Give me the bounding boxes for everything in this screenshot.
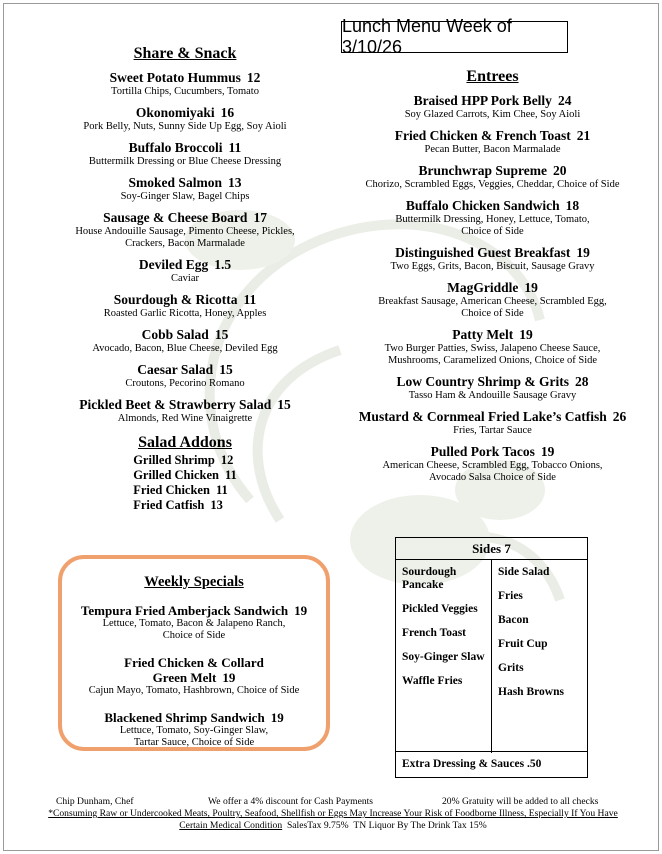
item-description: Buttermilk Dressing or Blue Cheese Dressing [88,156,282,167]
item-price: 21 [576,128,591,143]
item-description: Avocado, Bacon, Blue Cheese, Deviled Egg [92,343,278,354]
menu-item [20,210,350,250]
side-item: Side Salad [498,566,550,578]
special-item [62,603,326,642]
item-price: 24 [557,93,572,108]
right-column [345,67,640,484]
item-name: Buffalo Chicken Sandwich [405,198,560,213]
item-name: Distinguished Guest Breakfast [395,245,571,260]
item-name: Deviled Egg [138,257,209,272]
menu-item [345,409,640,437]
menu-item [345,198,640,238]
menu-item [20,257,350,285]
item-price: 15 [277,397,291,412]
item-price: 13 [227,175,242,190]
item-price: 19 [519,327,533,342]
item-name: Sausage & Cheese Board [103,210,248,225]
menu-item [345,93,640,121]
item-name: Pickled Beet & Strawberry Salad [79,397,272,412]
side-item: Hash Browns [498,686,564,698]
item-price: 11 [243,292,257,307]
item-description: Roasted Garlic Ricotta, Honey, Apples [103,308,267,319]
item-description: Croutons, Pecorino Romano [125,378,245,389]
cash-discount-note: We offer a 4% discount for Cash Payments [208,796,374,807]
item-price: 20 [552,163,567,178]
item-name: Sourdough & Ricotta [113,292,238,307]
menu-item [20,327,350,355]
menu-item [345,245,640,273]
item-description: Cajun Mayo, Tomato, Hashbrown, Choice of Side [88,685,300,696]
item-price: 1.5 [214,257,232,272]
item-name: Smoked Salmon [128,175,222,190]
item-price: 19 [222,670,236,685]
item-description: Breakfast Sausage, American Cheese, Scrambled Egg, [378,296,607,307]
extra-dressing-note: Extra Dressing & Sauces .50 [396,751,587,777]
item-price: 17 [253,210,267,225]
item-name: Tempura Fried Amberjack Sandwich [80,603,289,618]
side-item: Grits [498,662,524,674]
item-price: 19 [270,710,284,725]
item-description: House Andouille Sausage, Pimento Cheese, Pickles, [75,226,295,237]
item-description: Tortilla Chips, Cucumbers, Tomato [111,86,259,97]
item-price: 12 [246,70,261,85]
item-description: Pork Belly, Nuts, Sunny Side Up Egg, Soy Aioli [83,121,287,132]
item-description: Buttermilk Dressing, Honey, Lettuce, Tomato, [395,214,590,225]
item-name: Fried Chicken & Collard Green Melt [124,655,264,685]
sides-left-column [402,566,488,699]
food-safety-warning: *Consuming Raw or Undercooked Meats, Poultry, Seafood, Shellfish or Eggs May Increase Your Risk of Foodborne Illness, Especially If You Have [48,808,618,819]
sides-table [395,537,588,778]
item-price: 19 [294,603,308,618]
item-price: 11 [228,140,242,155]
sides-right-column [498,566,584,710]
item-name: Buffalo Broccoli [128,140,223,155]
side-item: Waffle Fries [402,675,463,687]
side-item: Sourdough Pancake [402,566,457,591]
item-price: 26 [612,409,627,424]
special-item [62,655,326,697]
salad-addons-heading: Salad Addons [138,434,232,451]
side-item: French Toast [402,627,467,639]
menu-item [20,292,350,320]
share-snack-heading: Share & Snack [133,45,237,62]
side-item: Pickled Veggies [402,603,478,615]
item-description: Pecan Butter, Bacon Marmalade [424,144,561,155]
item-description: Crackers, Bacon Marmalade [125,238,245,249]
item-name: Braised HPP Pork Belly [413,93,552,108]
item-name: Mustard & Cornmeal Fried Lake’s Catfish [358,409,607,424]
item-description: American Cheese, Scrambled Egg, Tobacco Onions, [382,460,603,471]
item-name: MagGriddle [447,280,519,295]
item-price: 16 [220,105,235,120]
item-price: 15 [214,327,229,342]
side-item: Fruit Cup [498,638,548,650]
item-description: Lettuce, Tomato, Bacon & Jalapeno Ranch, [102,618,286,629]
sides-divider [491,560,492,753]
sides-heading: Sides 7 [396,538,587,560]
item-name: Cobb Salad [141,327,209,342]
salad-addons [20,433,350,514]
menu-item [20,362,350,390]
liquor-tax: TN Liquor By The Drink Tax 15% [353,820,487,831]
item-name: Sweet Potato Hummus [109,70,241,85]
addon-item: Fried Catfish 13 [133,498,223,512]
item-description: Chorizo, Scrambled Eggs, Veggies, Cheddar, Choice of Side [365,179,620,190]
menu-item [345,280,640,320]
menu-item [345,163,640,191]
entrees-heading: Entrees [466,68,519,85]
item-price: 19 [540,444,555,459]
gratuity-note: 20% Gratuity will be added to all checks [442,796,599,807]
addon-item: Grilled Shrimp 12 [133,453,234,467]
sides-body [396,560,587,753]
item-name: Patty Melt [452,327,514,342]
footer-tax-line [22,820,644,832]
item-name: Pulled Pork Tacos [430,444,535,459]
item-price: 15 [219,362,233,377]
side-item: Fries [498,590,523,602]
left-column [20,44,350,514]
menu-item [20,175,350,203]
menu-item [20,105,350,133]
item-description: Lettuce, Tomato, Soy-Ginger Slaw, [119,725,269,736]
item-description: Tartar Sauce, Choice of Side [133,737,255,748]
item-price: 19 [524,280,538,295]
menu-item [345,444,640,484]
footer [22,796,644,832]
item-description: Tasso Ham & Andouille Sausage Gravy [408,390,577,401]
menu-item [20,70,350,98]
item-description: Caviar [171,273,199,284]
item-description: Two Eggs, Grits, Bacon, Biscuit, Sausage Gravy [390,261,595,272]
menu-item [345,327,640,367]
weekly-specials-heading: Weekly Specials [144,574,244,590]
item-description: Choice of Side [461,308,524,319]
item-description: Soy-Ginger Slaw, Bagel Chips [120,191,250,202]
item-name: Caesar Salad [137,362,214,377]
item-price: 28 [575,374,589,389]
sales-tax: SalesTax 9.75% [286,820,349,831]
weekly-specials-box [58,555,330,751]
item-description: Fries, Tartar Sauce [453,425,532,436]
item-name: Blackened Shrimp Sandwich [104,710,265,725]
menu-item [345,128,640,156]
item-name: Fried Chicken & French Toast [394,128,571,143]
item-description: Choice of Side [162,630,226,641]
menu-item [20,397,350,425]
chef-credit: Chip Dunham, Chef [56,796,134,807]
menu-item [20,140,350,168]
item-description: Almonds, Red Wine Vinaigrette [117,413,253,424]
item-name: Brunchwrap Supreme [418,163,547,178]
item-price: 18 [565,198,580,213]
addon-list [133,453,237,513]
item-name: Okonomiyaki [135,105,215,120]
item-name: Low Country Shrimp & Grits [396,374,569,389]
item-description: Two Burger Patties, Swiss, Jalapeno Cheese Sauce, [384,343,601,354]
food-safety-warning-cont: Certain Medical Condition [179,820,283,831]
item-description: Soy Glazed Carrots, Kim Chee, Soy Aioli [404,109,581,120]
item-description: Avocado Salsa Choice of Side [429,472,556,483]
addon-item: Fried Chicken 11 [133,483,228,497]
special-item [62,710,326,749]
side-item: Soy-Ginger Slaw [402,651,485,663]
item-description: Choice of Side [461,226,524,237]
menu-item [345,374,640,402]
item-price: 19 [576,245,590,260]
side-item: Bacon [498,614,529,626]
menu-title: Lunch Menu Week of 3/10/26 [341,21,568,53]
addon-item: Grilled Chicken 11 [133,468,237,482]
item-description: Mushrooms, Caramelized Onions, Choice of Side [387,355,598,366]
